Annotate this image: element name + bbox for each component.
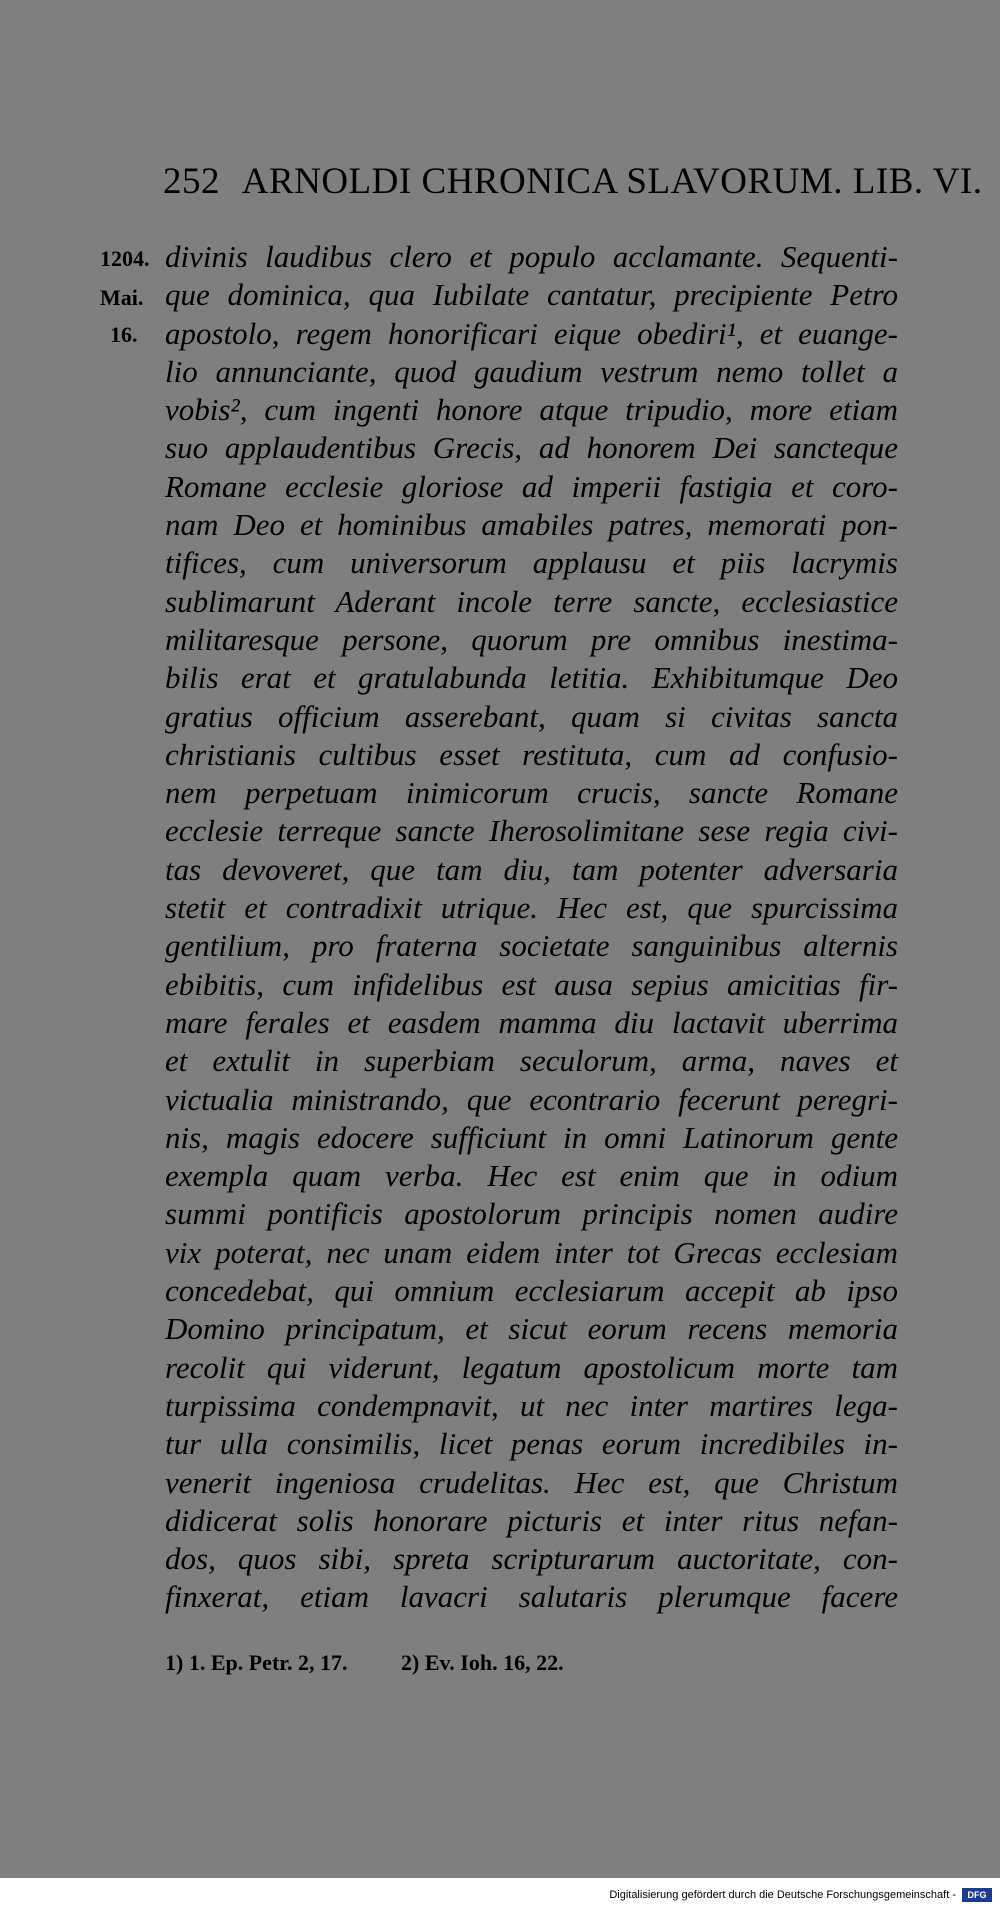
text-line: que dominica, qua Iubilate cantatur, precipiente Petro <box>165 277 898 313</box>
text-line: apostolo, regem honorificari eique obediri¹, et euange- <box>165 315 898 351</box>
running-head <box>163 160 983 203</box>
text-line: concedebat, qui omnium ecclesiarum accepit ab ipso <box>165 1273 898 1309</box>
dfg-logo: DFG <box>962 1888 992 1902</box>
digitization-footer <box>0 1878 1000 1910</box>
text-line: et extulit in superbiam seculorum, arma, naves et <box>165 1043 898 1079</box>
text-line: ebibitis, cum infidelibus est ausa sepius amicitias fir- <box>165 966 898 1002</box>
text-line: dos, quos sibi, spreta scripturarum auctoritate, con- <box>165 1541 898 1577</box>
text-line: vix poterat, nec unam eidem inter tot Grecas ecclesiam <box>165 1234 898 1270</box>
text-line: stetit et contradixit utrique. Hec est, que spurcissima <box>165 890 898 926</box>
footnotes <box>165 1650 564 1676</box>
text-line: Domino principatum, et sicut eorum recens memoria <box>165 1311 898 1347</box>
text-line: didicerat solis honorare picturis et inter ritus nefan- <box>165 1502 898 1538</box>
text-line: ecclesie terreque sancte Iherosolimitane sese regia civi- <box>165 813 898 849</box>
text-line: Romane ecclesie gloriose ad imperii fastigia et coro- <box>165 468 898 504</box>
running-title: ARNOLDI CHRONICA SLAVORUM. LIB. VI. <box>241 161 983 202</box>
text-line: nam Deo et hominibus amabiles patres, memorati pon- <box>165 507 898 543</box>
text-line: divinis laudibus clero et populo acclamante. Sequenti- <box>165 239 898 274</box>
text-line: tifices, cum universorum applausu et piis lacrymis <box>165 545 898 581</box>
text-line: lio annunciante, quod gaudium vestrum nemo tollet a <box>165 353 898 389</box>
footer-credit: Digitalisierung gefördert durch die Deutsche Forschungsgemeinschaft - <box>609 1889 956 1901</box>
text-line: exempla quam verba. Hec est enim que in odium <box>165 1158 898 1194</box>
text-line: suo applaudentibus Grecis, ad honorem Dei sancteque <box>165 430 898 466</box>
footnote-2: 2) Ev. Ioh. 16, 22. <box>401 1650 564 1675</box>
text-line: militaresque persone, quorum pre omnibus inestima- <box>165 621 898 657</box>
text-line: nem perpetuam inimicorum crucis, sancte Romane <box>165 775 898 811</box>
text-line: mare ferales et easdem mamma diu lactavit uberrima <box>165 1004 898 1040</box>
text-line: turpissima condempnavit, ut nec inter martires lega- <box>165 1387 898 1423</box>
text-line: sublimarunt Aderant incole terre sancte, ecclesiastice <box>165 583 898 619</box>
text-line: victualia ministrando, que econtrario fecerunt peregri- <box>165 1081 898 1117</box>
margin-month: Mai. <box>100 285 144 310</box>
text-line: bilis erat et gratulabunda letitia. Exhibitumque Deo <box>165 660 898 696</box>
text-line: gratius officium asserebant, quam si civitas sancta <box>165 698 898 734</box>
text-line: recolit qui viderunt, legatum apostolicum morte tam <box>165 1349 898 1385</box>
text-line: tur ulla consimilis, licet penas eorum incredibiles in- <box>165 1426 898 1462</box>
text-line: vobis², cum ingenti honore atque tripudio, more etiam <box>165 392 898 428</box>
text-line: finxerat, etiam lavacri salutaris plerumque facere <box>165 1579 898 1615</box>
text-line: summi pontificis apostolorum principis nomen audire <box>165 1196 898 1232</box>
text-line: nis, magis edocere sufficiunt in omni Latinorum gente <box>165 1119 898 1155</box>
page-number: 252 <box>163 161 220 202</box>
margin-year: 1204. <box>100 246 150 271</box>
text-line: venerit ingeniosa crudelitas. Hec est, que Christum <box>165 1464 898 1500</box>
margin-day: 16. <box>110 322 138 347</box>
footnote-1: 1) 1. Ep. Petr. 2, 17. <box>165 1650 348 1675</box>
text-line: christianis cultibus esset restituta, cum ad confusio- <box>165 736 898 772</box>
text-line: tas devoveret, que tam diu, tam potenter adversaria <box>165 851 898 887</box>
body-text <box>165 238 898 1617</box>
text-line: gentilium, pro fraterna societate sanguinibus alternis <box>165 928 898 964</box>
